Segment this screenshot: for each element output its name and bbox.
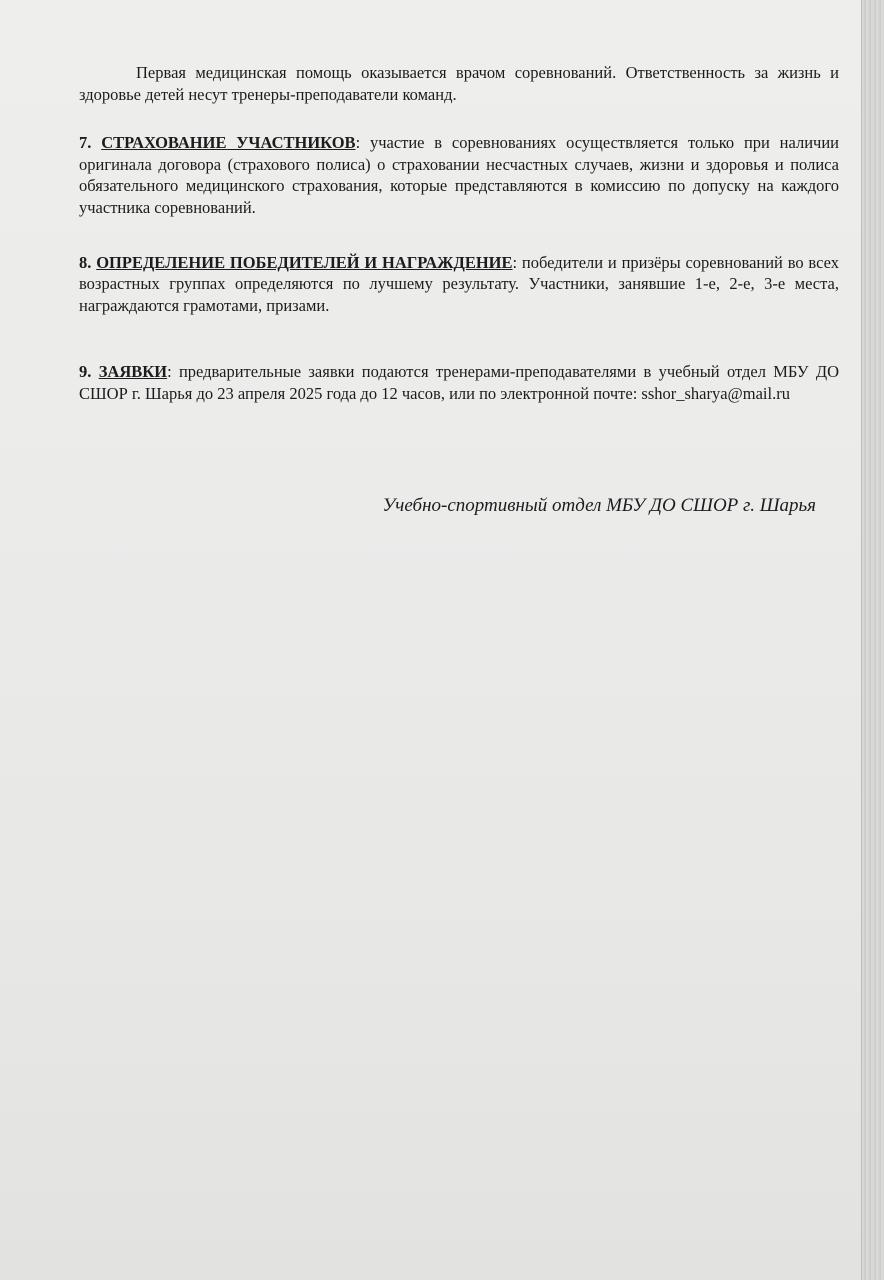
- section-9-title: ЗАЯВКИ: [98, 362, 168, 382]
- first-aid-paragraph: Первая медицинская помощь оказывается врачом соревнований. Ответственность за жизнь и здоровье детей несут тренеры-преподаватели команд.: [79, 63, 839, 104]
- section-9-text: : предварительные заявки подаются тренерами-преподавателями в учебный отдел МБУ ДО СШОР г. Шарья до 23 апреля 2025 года до 12 часов, или по электронной почте: sshor_sharya@mail.ru: [79, 362, 839, 403]
- section-7-title: СТРАХОВАНИЕ УЧАСТНИКОВ: [101, 133, 356, 153]
- section-7-insurance: [79, 132, 839, 218]
- signature-line: Учебно-спортивный отдел МБУ ДО СШОР г. Шарья: [382, 495, 816, 516]
- section-8-title: ОПРЕДЕЛЕНИЕ ПОБЕДИТЕЛЕЙ И НАГРАЖДЕНИЕ: [96, 252, 513, 272]
- section-9-applications: [79, 361, 839, 404]
- section-7-text: : участие в соревнованиях осуществляется только при наличии оригинала договора (страхового полиса) о страховании несчастных случаев, жизни и здоровья и полиса обязательного медицинского страхования, которые представляются в комиссию по допуску на каждого участника соревнований.: [79, 133, 839, 217]
- page-stack-edge: [861, 0, 884, 1280]
- document-body: [79, 62, 839, 405]
- section-7-number: 7.: [79, 133, 92, 153]
- section-8-winners: [79, 252, 839, 317]
- section-9-number: 9.: [79, 362, 92, 382]
- section-8-number: 8.: [79, 252, 92, 272]
- section-8-text: : победители и призёры соревнований во всех возрастных группах определяются по лучшему результату. Участники, занявшие 1-е, 2-е, 3-е места, награждаются грамотами, призами.: [79, 252, 840, 315]
